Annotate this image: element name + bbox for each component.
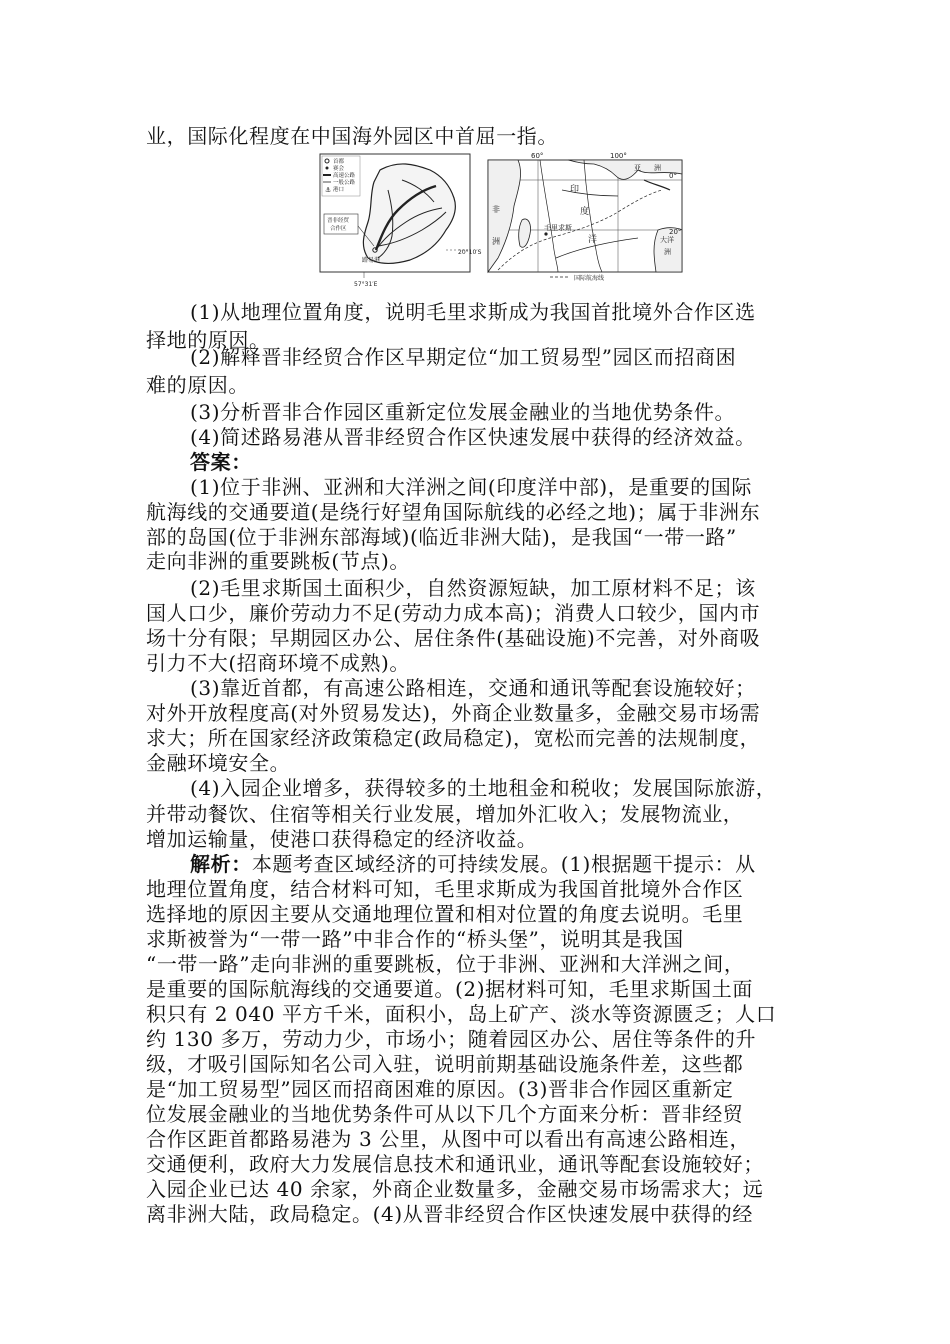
- legend-venue: 赛会: [333, 166, 345, 172]
- analysis-line-10: 是“加工贸易型”园区而招商困难的原因。(3)晋非合作园区重新定: [146, 1077, 734, 1101]
- analysis-first-text: 本题考查区域经济的可持续发展。(1)根据题干提示：从: [251, 852, 756, 876]
- africa-char-1: 非: [492, 205, 500, 214]
- analysis-line-1: [190, 850, 806, 878]
- question-1-line-2: 择地的原因。: [146, 328, 270, 352]
- analysis-line-14: 入园企业已达 40 余家，外商企业数量多，金融交易市场需求大；远: [146, 1177, 764, 1201]
- answer-3-line-4: 金融环境安全。: [146, 751, 291, 775]
- mauritius-map: [320, 154, 482, 288]
- svg-text:⚓: ⚓: [325, 186, 332, 194]
- intro-line: 业，国际化程度在中国海外园区中首屈一指。: [146, 124, 558, 148]
- analysis-line-3: 选择地的原因主要从交通地理位置和相对位置的角度去说明。毛里: [146, 902, 744, 926]
- legend-road: 一般公路: [333, 180, 356, 186]
- analysis-line-5: “一带一路”走向非洲的重要跳板，位于非洲、亚洲和大洋洲之间，: [146, 952, 745, 976]
- route-legend: 国际航海线: [574, 275, 605, 282]
- analysis-line-12: 合作区距首都路易港为 3 公里，从图中可以看出有高速公路相连，: [146, 1127, 751, 1151]
- lat-label: 20°10′S: [458, 249, 482, 256]
- map-figure-svg: [318, 150, 688, 292]
- australia-char-1: 大洋: [660, 236, 674, 244]
- question-1-line-1: (1)从地理位置角度，说明毛里求斯成为我国首批境外合作区选: [190, 300, 756, 324]
- answer-2-line-3: 场十分有限；早期园区办公、居住条件(基础设施)不完善，对外商吸: [146, 626, 761, 650]
- indian-ocean-map: [488, 152, 682, 282]
- asia-char-1: 亚: [634, 164, 641, 172]
- ocean-char-2: 度: [580, 207, 590, 217]
- answer-1-line-4: 走向非洲的重要跳板(节点)。: [146, 549, 411, 573]
- answer-3-line-2: 对外开放程度高(对外贸易发达)，外商企业数量多，金融交易市场需: [146, 701, 761, 725]
- answer-2-line-4: 引力不大(招商环境不成熟)。: [146, 651, 411, 675]
- lon-label: 57°31′E: [354, 281, 378, 288]
- question-2-line-1: (2)解释晋非经贸合作区早期定位“加工贸易型”园区而招商困: [190, 345, 737, 369]
- ocean-char-3: 洋: [588, 235, 598, 245]
- asia-char-2: 洲: [654, 164, 661, 172]
- analysis-heading: 解析：: [190, 852, 252, 876]
- analysis-line-11: 位发展金融业的当地优势条件可从以下几个方面来分析：晋非经贸: [146, 1102, 744, 1126]
- answer-heading: 答案：: [190, 450, 252, 474]
- lat-0-label: 0°: [669, 172, 677, 180]
- lon-100-label: 100°: [610, 152, 627, 160]
- africa-char-2: 洲: [492, 237, 500, 246]
- answer-3-line-3: 求大；所在国家经济政策稳定(政局稳定)，宽松而完善的法规制度，: [146, 726, 761, 750]
- question-2-line-2: 难的原因。: [146, 373, 249, 397]
- ocean-char-1: 印: [570, 185, 580, 195]
- analysis-line-9: 级，才吸引国际知名公司入驻，说明前期基础设施条件差，这些都: [146, 1052, 744, 1076]
- legend-capital: 首都: [333, 159, 345, 165]
- answer-4-line-2: 并带动餐饮、住宿等相关行业发展，增加外汇收入；发展物流业，: [146, 802, 744, 826]
- legend-expressway: 高速公路: [333, 173, 356, 179]
- zone-label-line2: 合作区: [330, 226, 347, 232]
- answer-4-line-1: (4)入园企业增多，获得较多的土地租金和税收；发展国际旅游，: [190, 776, 777, 800]
- lat-20-label: 20°: [669, 228, 682, 236]
- answer-1-line-2: 航海线的交通要道(是绕行好望角国际航线的必经之地)；属于非洲东: [146, 500, 761, 524]
- answer-2-line-1: (2)毛里求斯国土面积少，自然资源短缺，加工原材料不足；该: [190, 576, 756, 600]
- map-figure: [318, 150, 688, 292]
- analysis-line-2: 地理位置角度，结合材料可知，毛里求斯成为我国首批境外合作区: [146, 877, 744, 901]
- answer-3-line-1: (3)靠近首都，有高速公路相连，交通和通讯等配套设施较好；: [190, 676, 756, 700]
- analysis-line-8: 约 130 多万，劳动力少，市场小；随着园区办公、居住等条件的升: [146, 1027, 757, 1051]
- australia-char-2: 洲: [664, 248, 671, 256]
- analysis-line-13: 交通便利，政府大力发展信息技术和通讯业，通讯等配套设施较好；: [146, 1152, 764, 1176]
- lon-60-label: 60°: [531, 152, 544, 160]
- analysis-line-4: 求斯被誉为“一带一路”中非合作的“桥头堡”，说明其是我国: [146, 927, 684, 951]
- analysis-line-6: 是重要的国际航海线的交通要道。(2)据材料可知，毛里求斯国土面: [146, 977, 753, 1001]
- port-label: 路易港: [362, 257, 381, 264]
- legend-port: 港口: [333, 187, 345, 193]
- question-3-line-1: (3)分析晋非合作园区重新定位发展金融业的当地优势条件。: [190, 400, 736, 424]
- question-4-line-1: (4)简述路易港从晋非经贸合作区快速发展中获得的经济效益。: [190, 425, 756, 449]
- zone-label-line1: 晋非经贸: [327, 218, 350, 224]
- answer-2-line-2: 国人口少，廉价劳动力不足(劳动力成本高)；消费人口较少，国内市: [146, 601, 761, 625]
- answer-1-line-1: (1)位于非洲、亚洲和大洋洲之间(印度洋中部)，是重要的国际: [190, 475, 752, 499]
- answer-4-line-3: 增加运输量，使港口获得稳定的经济收益。: [146, 827, 538, 851]
- answer-1-line-3: 部的岛国(位于非洲东部海域)(临近非洲大陆)，是我国“一带一路”: [146, 525, 737, 549]
- analysis-line-7: 积只有 2 040 平方千米，面积小，岛上矿产、淡水等资源匮乏；人口: [146, 1002, 777, 1026]
- mauritius-label: 毛里求斯: [544, 224, 572, 232]
- analysis-line-15: 离非洲大陆，政局稳定。(4)从晋非经贸合作区快速发展中获得的经: [146, 1202, 753, 1226]
